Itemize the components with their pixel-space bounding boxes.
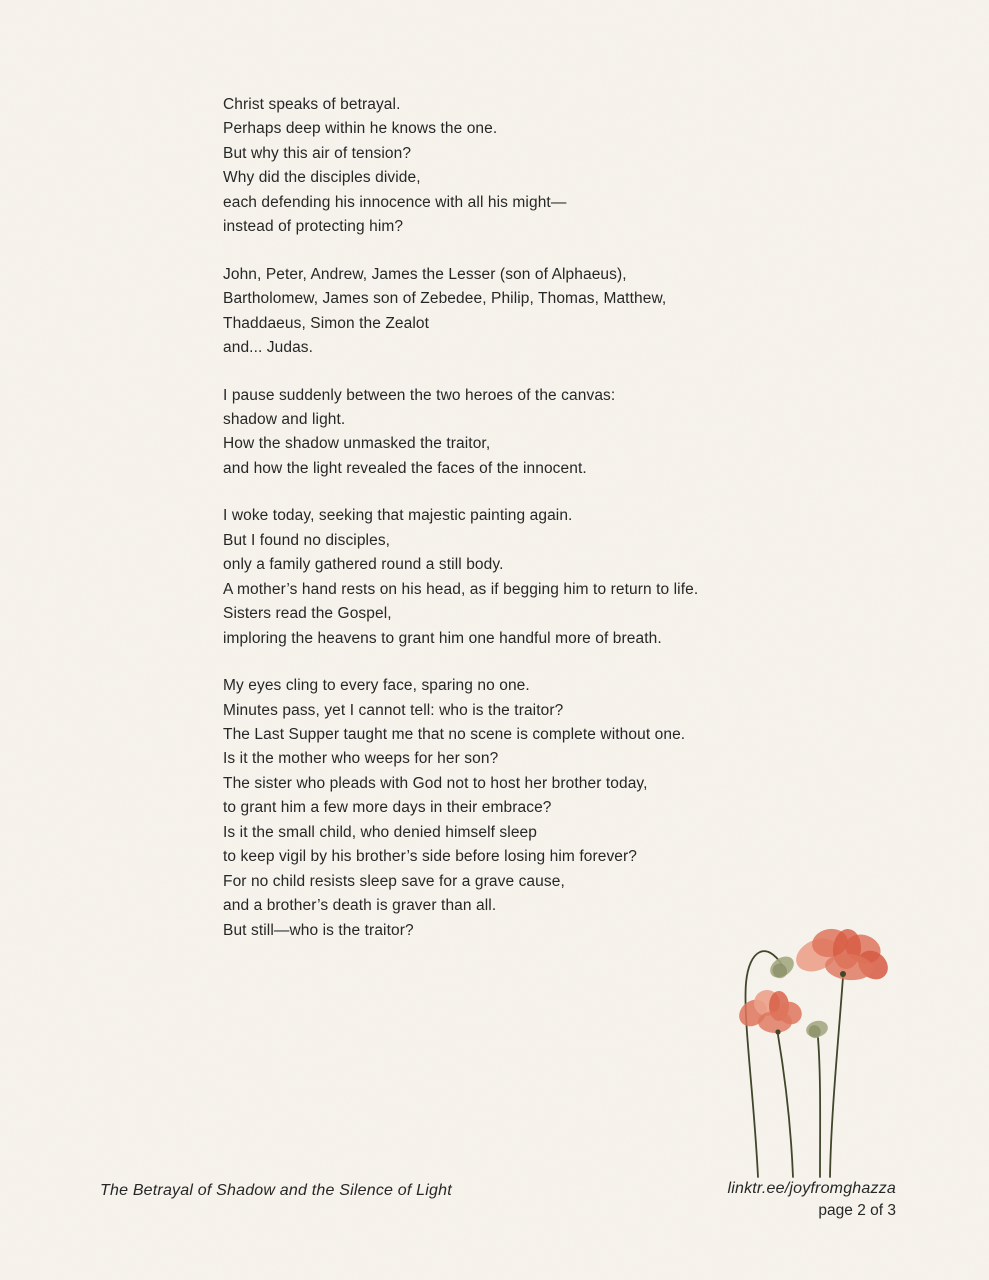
poem-line: Why did the disciples divide, xyxy=(223,169,421,187)
poem-line: I pause suddenly between the two heroes of the canvas: xyxy=(223,386,616,404)
poem-line: only a family gathered round a still body. xyxy=(223,556,504,574)
poppies-illustration xyxy=(727,925,893,1183)
poem-stanza-3 xyxy=(223,384,698,482)
poppy-bud-icon xyxy=(804,1018,830,1040)
poem-line: Minutes pass, yet I cannot tell: who is the traitor? xyxy=(223,701,564,719)
poppy-stems xyxy=(745,951,843,1177)
poppy-flower-large-icon xyxy=(791,926,893,985)
poem-line: A mother’s hand rests on his head, as if begging him to return to life. xyxy=(223,580,699,598)
linktree-link[interactable]: linktr.ee/joyfromghazza xyxy=(727,1180,896,1197)
poem-line: But why this air of tension? xyxy=(223,144,412,162)
poem-line: each defending his innocence with all his might— xyxy=(223,193,567,211)
poem-line: instead of protecting him? xyxy=(223,218,404,236)
poem-line: The sister who pleads with God not to host her brother today, xyxy=(223,774,648,792)
poem-line: How the shadow unmasked the traitor, xyxy=(223,435,491,453)
poem-line: I woke today, seeking that majestic painting again. xyxy=(223,507,573,525)
poem-line: to keep vigil by his brother’s side before losing him forever? xyxy=(223,848,638,866)
poem-title: The Betrayal of Shadow and the Silence of Light xyxy=(100,1182,452,1199)
poem-line: Is it the small child, who denied himself sleep xyxy=(223,823,537,841)
poem-line: Christ speaks of betrayal. xyxy=(223,96,401,113)
poem-line: imploring the heavens to grant him one handful more of breath. xyxy=(223,629,662,647)
poem-line: and a brother’s death is graver than all. xyxy=(223,897,497,915)
poem-line: My eyes cling to every face, sparing no one. xyxy=(223,677,530,695)
poem-stanza-5 xyxy=(223,674,698,943)
page-indicator: page 2 of 3 xyxy=(818,1202,896,1219)
poem-stanza-1 xyxy=(223,93,698,240)
poem-line: The Last Supper taught me that no scene is complete without one. xyxy=(223,725,686,743)
footer-credits xyxy=(727,1180,896,1220)
poem-line: to grant him a few more days in their embrace? xyxy=(223,799,552,817)
poem-line: Perhaps deep within he knows the one. xyxy=(223,120,498,138)
poem-line: John, Peter, Andrew, James the Lesser (son of Alphaeus), xyxy=(223,265,627,283)
poem-line: and how the light revealed the faces of the innocent. xyxy=(223,459,587,477)
poppy-bud-icon xyxy=(766,952,798,982)
poem-line: Sisters read the Gospel, xyxy=(223,605,392,623)
poem-line: shadow and light. xyxy=(223,410,346,428)
poem-line: For no child resists sleep save for a grave cause, xyxy=(223,872,565,890)
poem-line: But still—who is the traitor? xyxy=(223,921,414,939)
poem-stanza-2 xyxy=(223,263,698,361)
poem-line: Thaddaeus, Simon the Zealot xyxy=(223,314,430,332)
poem-text xyxy=(223,93,698,966)
poem-line: Bartholomew, James son of Zebedee, Philip, Thomas, Matthew, xyxy=(223,290,667,308)
poem-line: But I found no disciples, xyxy=(223,531,391,549)
poem-stanza-4 xyxy=(223,504,698,651)
poem-line: and... Judas. xyxy=(223,339,314,357)
poem-line: Is it the mother who weeps for her son? xyxy=(223,750,499,768)
